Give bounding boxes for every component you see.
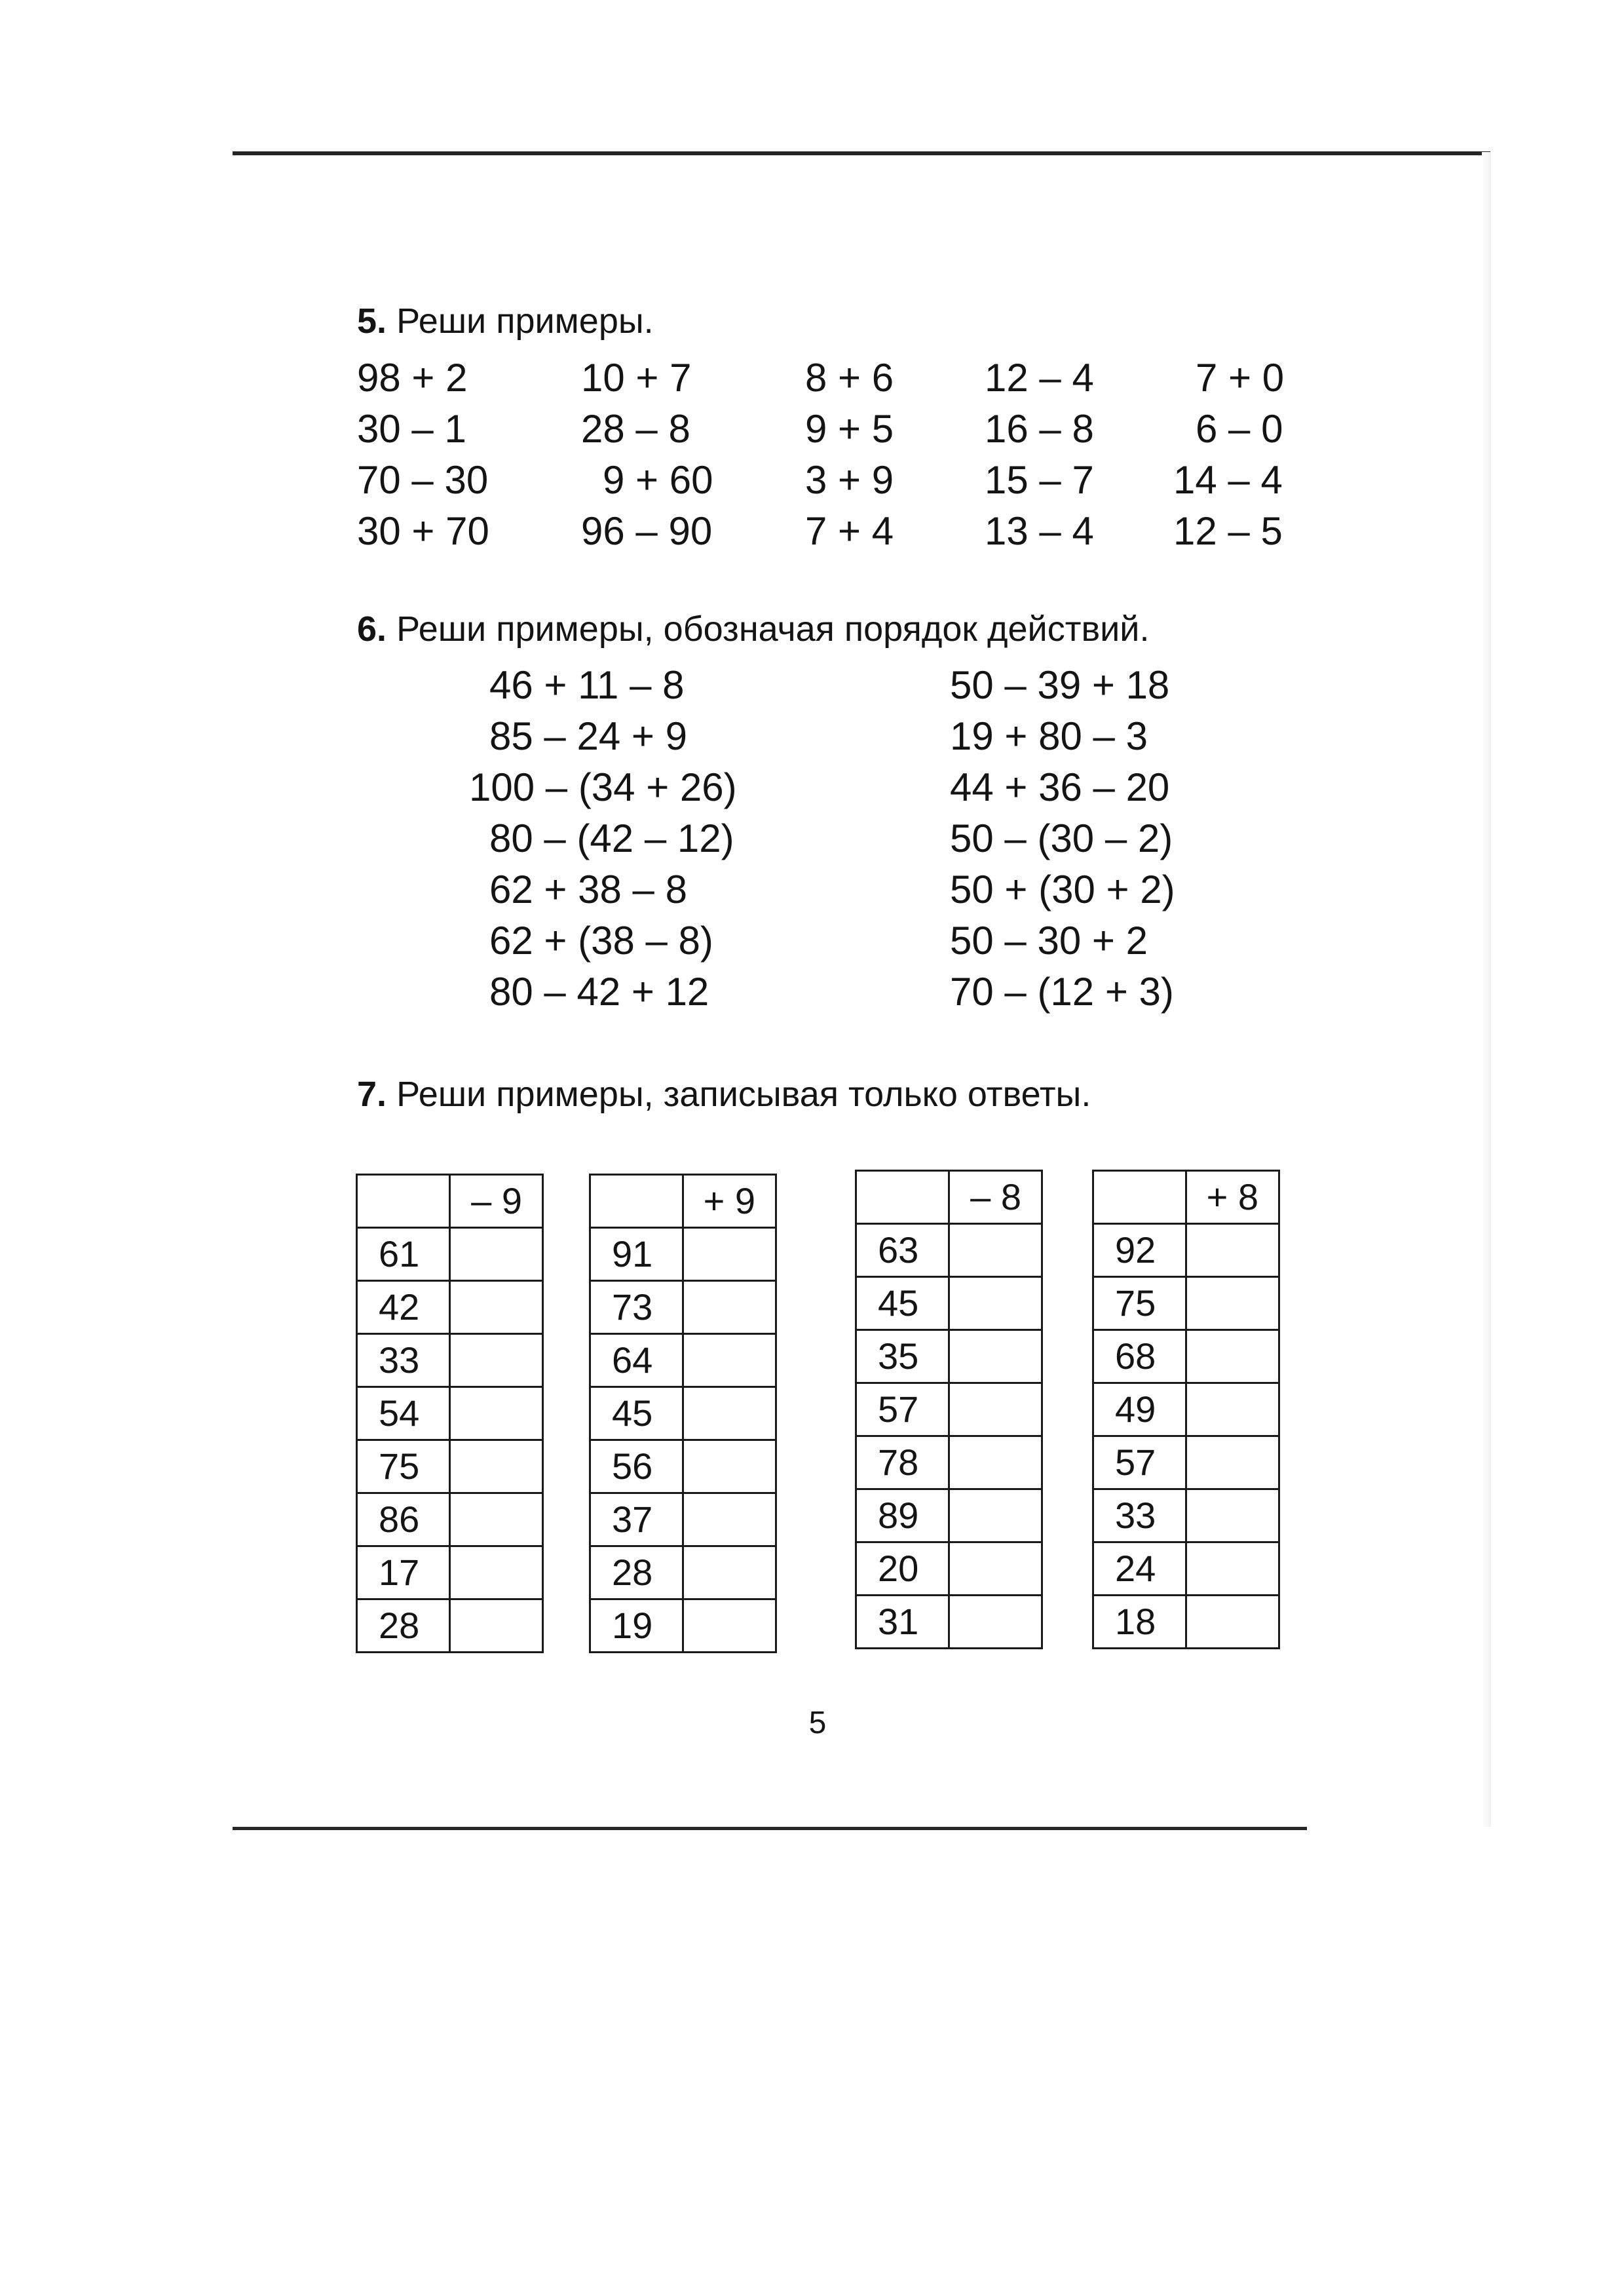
answer-cell[interactable] [949,1277,1042,1330]
answer-cell[interactable] [949,1224,1042,1277]
table-value: 31 [856,1596,949,1649]
task6-expr: 50 – (30 – 2) [950,816,1173,860]
task5-expr: 70 – 30 [357,458,489,502]
answer-cell[interactable] [1186,1436,1279,1489]
table-corner [1093,1171,1186,1224]
answer-cell[interactable] [1186,1542,1279,1596]
table-value: 17 [357,1546,450,1599]
task5-expr: 9 + 60 [603,458,713,502]
answer-table-plus-8 [1092,1170,1280,1649]
page-number: 5 [808,1706,827,1740]
task5-expr: 28 – 8 [581,407,690,451]
task6-heading [357,608,1149,650]
task5-expr: 10 + 7 [581,356,692,400]
table-corner [357,1175,450,1228]
table-value: 75 [1093,1277,1186,1330]
answer-cell[interactable] [450,1281,543,1334]
task5-expr: 12 – 4 [985,356,1094,400]
table-operation: – 9 [450,1175,543,1228]
task5-expr: 98 + 2 [357,356,468,400]
table-value: 19 [590,1599,683,1653]
answer-cell[interactable] [450,1387,543,1440]
answer-cell[interactable] [1186,1330,1279,1383]
task7-heading [357,1073,1091,1115]
answer-cell[interactable] [949,1489,1042,1542]
table-value: 49 [1093,1383,1186,1436]
task6-expr: 46 + 11 – 8 [489,663,685,707]
table-value: 28 [357,1599,450,1653]
task6-expr: 50 – 30 + 2 [950,919,1148,963]
answer-cell[interactable] [450,1599,543,1653]
task5-expr: 12 – 5 [1173,509,1283,553]
answer-cell[interactable] [683,1546,776,1599]
answer-cell[interactable] [1186,1489,1279,1542]
answer-cell[interactable] [450,1334,543,1387]
answer-cell[interactable] [683,1334,776,1387]
table-value: 61 [357,1228,450,1281]
task6-expr: 70 – (12 + 3) [950,970,1174,1014]
task5-expr: 16 – 8 [985,407,1094,451]
task6-expr: 80 – 42 + 12 [489,970,709,1014]
table-value: 45 [590,1387,683,1440]
task5-expr: 96 – 90 [581,509,713,553]
answer-cell[interactable] [1186,1277,1279,1330]
task5-expr: 13 – 4 [985,509,1094,553]
answer-cell[interactable] [949,1383,1042,1436]
table-value: 92 [1093,1224,1186,1277]
answer-cell[interactable] [1186,1596,1279,1649]
answer-table-minus-8 [855,1170,1043,1649]
answer-cell[interactable] [949,1330,1042,1383]
task6-expr: 44 + 36 – 20 [950,765,1170,809]
task5-expr: 7 + 4 [805,509,894,553]
task5-expr: 6 – 0 [1196,407,1283,451]
task5-expr: 15 – 7 [985,458,1094,502]
table-value: 54 [357,1387,450,1440]
table-corner [856,1171,949,1224]
task6-expr: 62 + (38 – 8) [489,919,713,963]
table-value: 91 [590,1228,683,1281]
table-corner [590,1175,683,1228]
answer-cell[interactable] [1186,1224,1279,1277]
task6-expr: 50 – 39 + 18 [950,663,1170,707]
table-value: 42 [357,1281,450,1334]
task6-expr: 50 + (30 + 2) [950,868,1175,911]
table-value: 45 [856,1277,949,1330]
task5-expr: 9 + 5 [805,407,894,451]
table-value: 56 [590,1440,683,1493]
task5-expr: 14 – 4 [1173,458,1283,502]
answer-cell[interactable] [1186,1383,1279,1436]
answer-cell[interactable] [450,1440,543,1493]
answer-cell[interactable] [450,1546,543,1599]
task5-expr: 3 + 9 [805,458,894,502]
task5-heading [357,300,654,342]
answer-cell[interactable] [683,1387,776,1440]
table-value: 57 [856,1383,949,1436]
bottom-rule [233,1827,1307,1830]
table-value: 86 [357,1493,450,1546]
task6-expr: 19 + 80 – 3 [950,714,1148,758]
task7-title: Реши примеры, записывая только ответы. [396,1075,1091,1114]
task5-number: 5. [357,301,387,341]
answer-cell[interactable] [683,1228,776,1281]
table-value: 68 [1093,1330,1186,1383]
task5-expr: 30 + 70 [357,509,489,553]
task6-title: Реши примеры, обозначая порядок действий. [396,609,1150,649]
task6-number: 6. [357,609,387,649]
table-operation: + 9 [683,1175,776,1228]
answer-table-minus-9 [356,1174,544,1653]
answer-cell[interactable] [949,1542,1042,1596]
task6-expr: 80 – (42 – 12) [489,816,734,860]
table-value: 63 [856,1224,949,1277]
answer-cell[interactable] [949,1596,1042,1649]
task6-expr: 100 – (34 + 26) [469,765,737,809]
answer-cell[interactable] [949,1436,1042,1489]
task5-title: Реши примеры. [396,301,654,341]
answer-cell[interactable] [450,1493,543,1546]
task5-expr: 30 – 1 [357,407,466,451]
table-value: 24 [1093,1542,1186,1596]
task7-number: 7. [357,1075,387,1114]
table-value: 57 [1093,1436,1186,1489]
table-value: 37 [590,1493,683,1546]
table-value: 18 [1093,1596,1186,1649]
table-operation: + 8 [1186,1171,1279,1224]
task6-expr: 85 – 24 + 9 [489,714,687,758]
table-value: 89 [856,1489,949,1542]
table-value: 73 [590,1281,683,1334]
task6-expr: 62 + 38 – 8 [489,868,687,911]
table-value: 28 [590,1546,683,1599]
table-value: 33 [357,1334,450,1387]
table-value: 75 [357,1440,450,1493]
top-rule [233,151,1490,155]
table-value: 78 [856,1436,949,1489]
answer-cell[interactable] [683,1281,776,1334]
answer-cell[interactable] [683,1599,776,1653]
task5-expr: 8 + 6 [805,356,894,400]
table-value: 20 [856,1542,949,1596]
task5-expr: 7 + 0 [1196,356,1285,400]
table-value: 33 [1093,1489,1186,1542]
answer-table-plus-9 [589,1174,777,1653]
answer-cell[interactable] [683,1440,776,1493]
table-value: 64 [590,1334,683,1387]
table-operation: – 8 [949,1171,1042,1224]
page-edge-shadow [1482,152,1491,1827]
answer-cell[interactable] [450,1228,543,1281]
answer-cell[interactable] [683,1493,776,1546]
table-value: 35 [856,1330,949,1383]
